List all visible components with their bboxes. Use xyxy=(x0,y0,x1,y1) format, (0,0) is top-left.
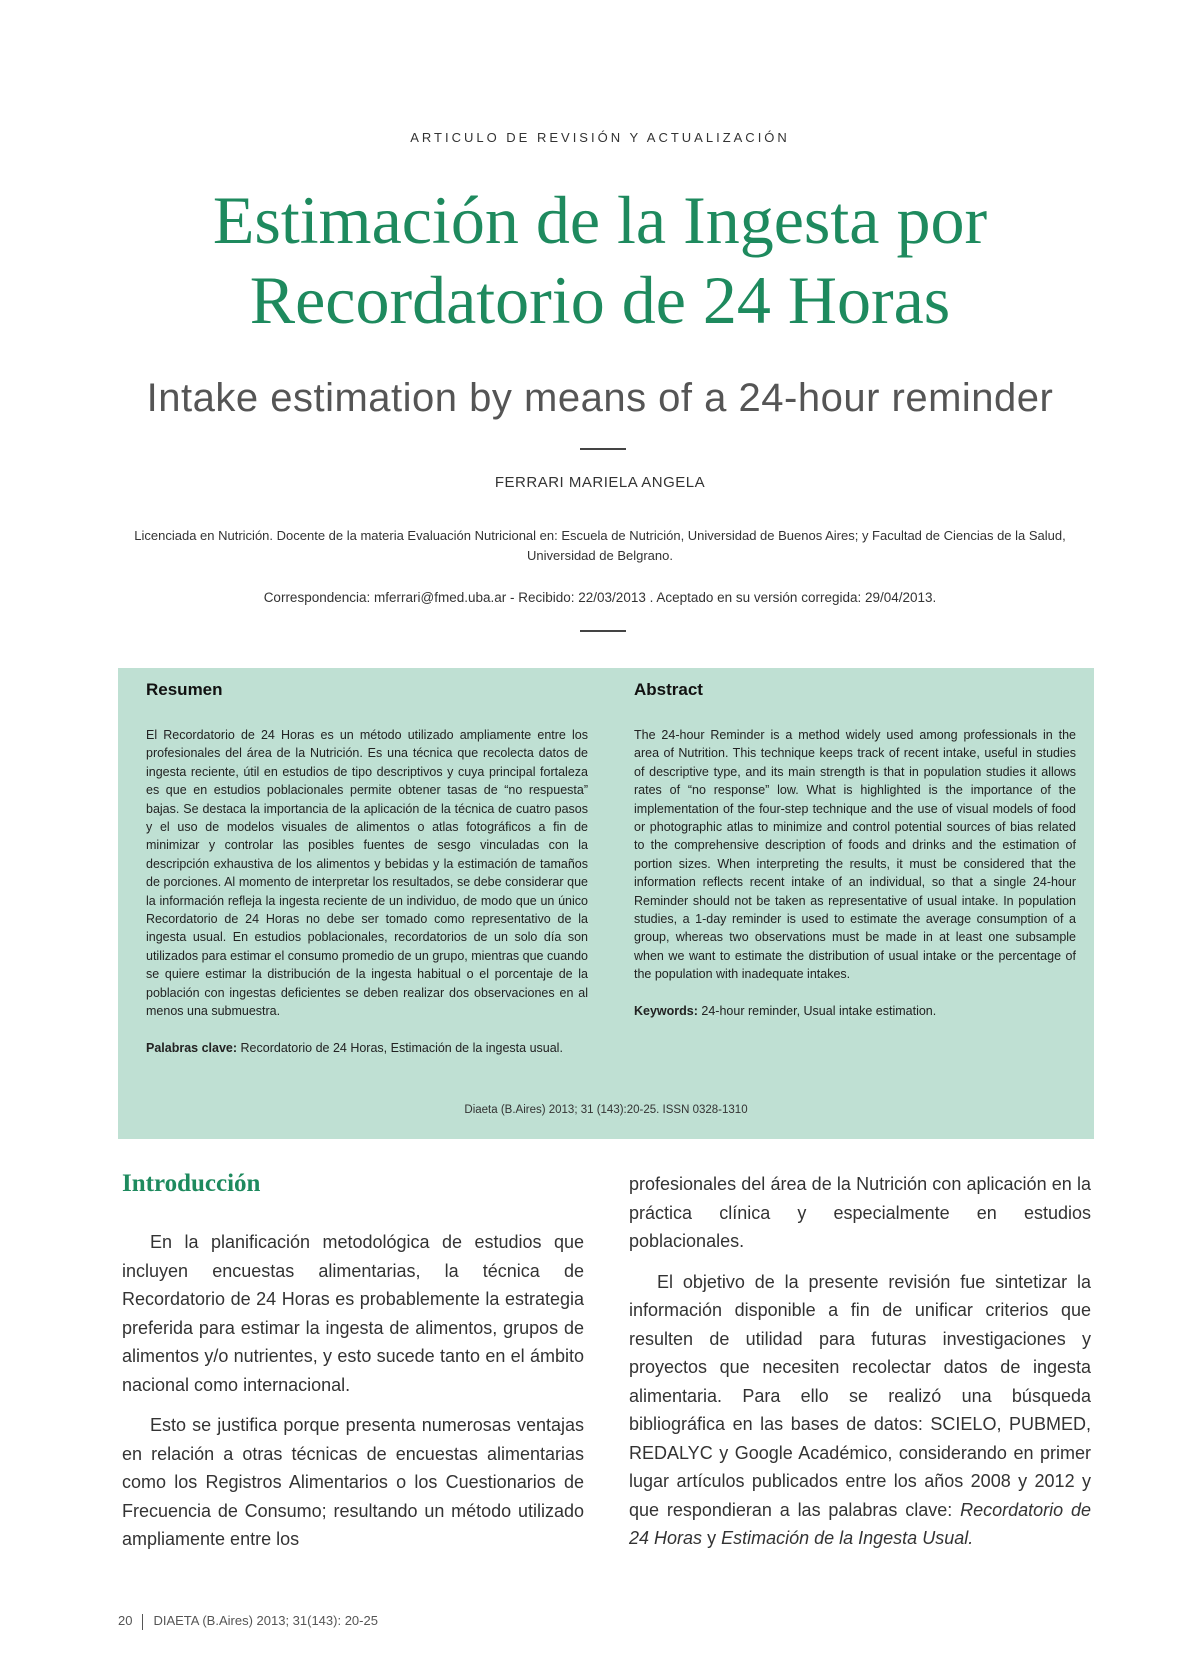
abstract-keywords xyxy=(634,1002,1076,1020)
intro-paragraph-3 xyxy=(629,1268,1091,1553)
resumen-text: El Recordatorio de 24 Horas es un método utilizado ampliamente entre los profesionales del área de la Nutrición. Es una técnica que recolecta datos de ingesta reciente, útil en estudios de tipo descriptivos y cuya principal fortaleza es que en estudios poblacionales permite obtener tasas de “no respuesta” bajas. Se destaca la importancia de la aplicación de la técnica de cuatro pasos y el uso de modelos visuales de alimentos o atlas fotográficos a fin de minimizar y controlar las posibles fuentes de sesgo vinculadas con la descripción exhaustiva de los alimentos y bebidas y la estimación de tamaños de porciones. Al momento de interpretar los resultados, se debe considerar que la información refleja la ingesta reciente de un individuo, de modo que un único Recordatorio de 24 Horas no debe ser tomado como representativo de la ingesta usual. En estudios poblacionales, recordatorios de un solo día son utilizados para estimar el consumo promedio de un grupo, mientras que cuando se quiere estimar la distribución de la ingesta habitual o el porcentaje de la población con ingestas deficientes se deben realizar dos observaciones en al menos una submuestra. xyxy=(146,728,588,1019)
english-subtitle: Intake estimation by means of a 24-hour reminder xyxy=(146,376,1054,420)
abstract-text: The 24-hour Reminder is a method widely used among professionals in the area of Nutrition. This technique keeps track of recent intake, useful in studies of descriptive type, and its main strength is that in population studies it allows rates of “no response” low. What is highlighted is the importance of the implementation of the four-step technique and the use of visual models of food or photographic atlas to minimize and control potential sources of bias related to the comprehensive description of foods and drinks and the estimation of portion sizes. When interpreting the results, it must be considered that the information reflects recent intake of an individual, so that a single 24-hour Reminder should not be taken as representative of usual intake. In population studies, a 1-day reminder is used to estimate the average consumption of a group, whereas two observations must be made in at least one subsample when we want to estimate the distribution of usual intake or the percentage of the population with inadequate intakes. xyxy=(634,728,1076,982)
body-column-right xyxy=(629,1170,1091,1565)
abstract-heading: Abstract xyxy=(634,680,703,699)
page-number: 20 xyxy=(118,1613,133,1628)
footer-journal: DIAETA (B.Aires) 2013; 31(143): 20-25 xyxy=(153,1613,378,1628)
intro-paragraph-2: Esto se justifica porque presenta numerosas ventajas en relación a otras técnicas de encuestas alimentarias como los Registros Alimentarios o los Cuestionarios de Frecuencia de Consumo; resultando un método utilizado ampliamente entre los xyxy=(122,1415,584,1549)
author-affiliation: Licenciada en Nutrición. Docente de la materia Evaluación Nutricional en: Escuela de Nutrición, Universidad de Buenos Aires; y Facultad de Ciencias de la Salud, Universidad de Belgrano. xyxy=(134,528,1066,563)
resumen-keywords-value: Recordatorio de 24 Horas, Estimación de la ingesta usual. xyxy=(240,1040,563,1055)
resumen-heading: Resumen xyxy=(146,680,223,699)
author-name: FERRARI MARIELA ANGELA xyxy=(494,474,706,491)
resumen-keywords xyxy=(146,1039,588,1057)
footer-separator xyxy=(142,1614,143,1630)
abstract-column xyxy=(634,668,1076,1020)
abstract-keywords-value: 24-hour reminder, Usual intake estimation. xyxy=(701,1003,937,1018)
section-label: ARTICULO DE REVISIÓN Y ACTUALIZACIÓN xyxy=(410,130,790,145)
keyword-join: y xyxy=(707,1528,717,1548)
objective-text: El objetivo de la presente revisión fue sintetizar la información disponible a fin de unificar criterios que resulten de utilidad para futuras investigaciones y proyectos que necesiten recolectar datos de ingesta alimentaria. Para ello se realizó una búsqueda bibliográfica en las bases de datos: SCIELO, PUBMED, REDALYC y Google Académico, considerando en primer lugar artículos publicados entre los años 2008 y 2012 y que respondieran a las palabras clave: xyxy=(629,1271,1091,1520)
article-title xyxy=(0,180,1200,340)
title-line-1: Estimación de la Ingesta por xyxy=(212,182,988,258)
correspondence-line: Correspondencia: mferrari@fmed.uba.ar - Recibido: 22/03/2013 . Aceptado en su versión corregida: 29/04/2013. xyxy=(263,590,937,605)
title-line-2: Recordatorio de 24 Horas xyxy=(249,262,951,338)
divider-bottom xyxy=(580,630,626,632)
intro-heading: Introducción xyxy=(122,1170,261,1197)
abstract-keywords-label: Keywords: xyxy=(634,1003,698,1018)
journal-citation: Diaeta (B.Aires) 2013; 31 (143):20-25. ISSN 0328-1310 xyxy=(464,1104,748,1116)
abstract-box xyxy=(118,668,1094,1139)
intro-paragraph-2-continued: profesionales del área de la Nutrición con aplicación en la práctica clínica y especialmente en estudios poblacionales. xyxy=(629,1174,1091,1251)
resumen-column xyxy=(146,668,588,1057)
keyword-1: Recordatorio de 24 Horas xyxy=(629,1499,1091,1548)
divider-top xyxy=(580,448,626,450)
intro-paragraph-1: En la planificación metodológica de estudios que incluyen encuestas alimentarias, la técnica de Recordatorio de 24 Horas es probablemente la estrategia preferida para estimar la ingesta de alimentos, grupos de alimentos y/o nutrientes, y esto sucede tanto en el ámbito nacional como internacional. xyxy=(122,1232,584,1395)
resumen-keywords-label: Palabras clave: xyxy=(146,1040,238,1055)
page-footer xyxy=(118,1613,378,1630)
body-column-left xyxy=(122,1228,584,1566)
keyword-2: Estimación de la Ingesta Usual. xyxy=(721,1528,974,1548)
